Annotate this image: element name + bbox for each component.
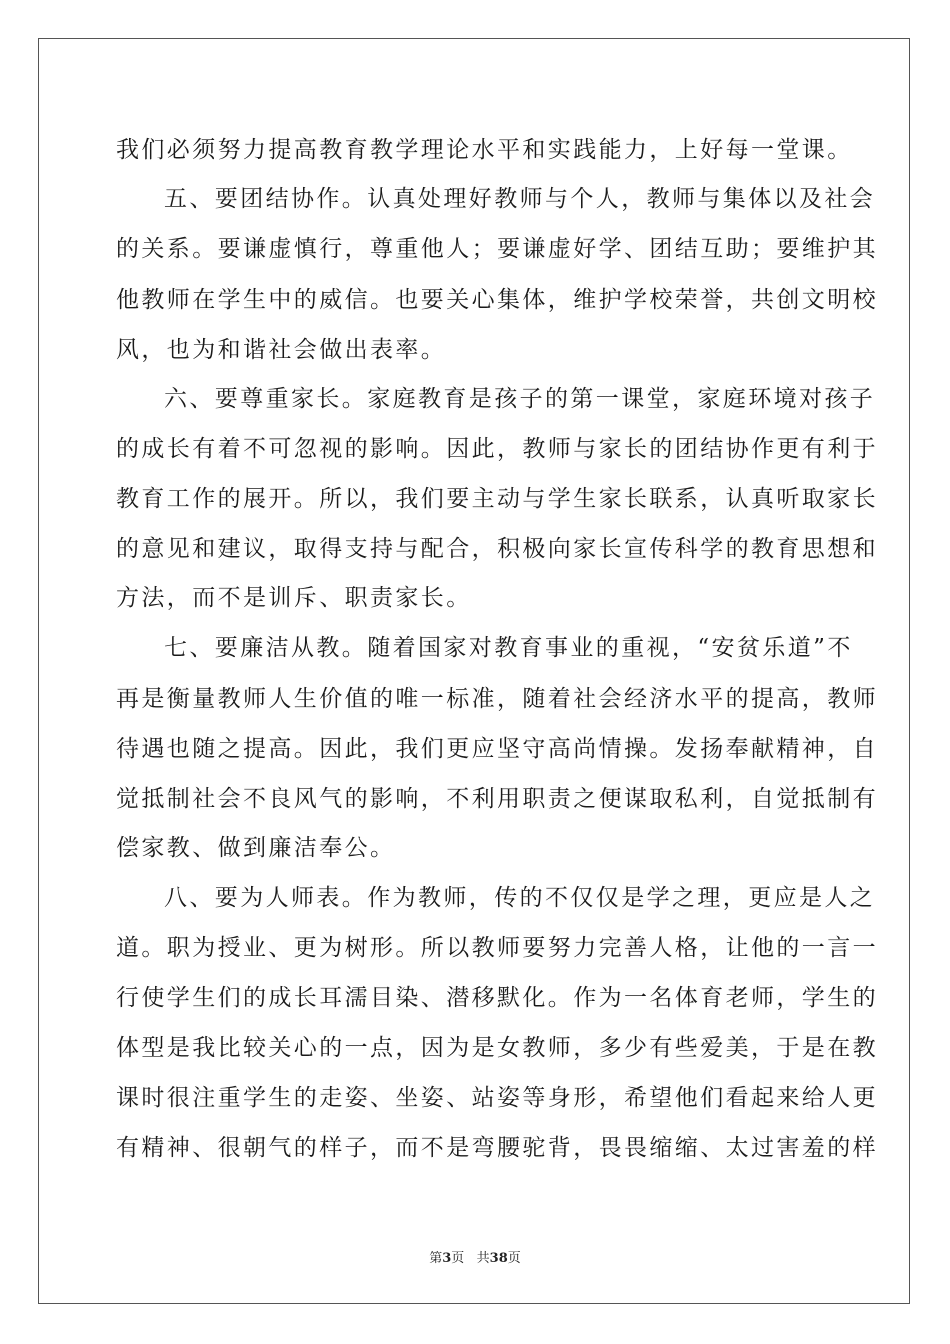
paragraph-six-start: 六、要尊重家长。家庭教育是孩子的第一课堂，家庭环境对孩子: [164, 386, 876, 412]
text-line: 有精神、很朝气的样子，而不是弯腰驼背，畏畏缩缩、太过害羞的样: [116, 1135, 878, 1161]
text-line: 体型是我比较关心的一点，因为是女教师，多少有些爱美，于是在教: [116, 1035, 878, 1061]
text-line: 偿家教、做到廉洁奉公。: [116, 835, 396, 861]
text-line: 课时很注重学生的走姿、坐姿、站姿等身形，希望他们看起来给人更: [116, 1085, 878, 1111]
text-line: 的意见和建议，取得支持与配合，积极向家长宣传科学的教育思想和: [116, 536, 878, 562]
paragraph-five-start: 五、要团结协作。认真处理好教师与个人，教师与集体以及社会: [164, 186, 876, 212]
paragraph-seven-start: 七、要廉洁从教。随着国家对教育事业的重视，“安贫乐道”不: [164, 635, 853, 661]
footer-prefix: 第: [429, 1251, 443, 1266]
page-footer: [0, 1247, 950, 1266]
text-line: 的成长有着不可忽视的影响。因此，教师与家长的团结协作更有利于: [116, 436, 878, 462]
paragraph-eight-start: 八、要为人师表。作为教师，传的不仅仅是学之理，更应是人之: [164, 885, 876, 911]
text-line: 方法，而不是训斥、职责家长。: [116, 585, 472, 611]
text-line: 觉抵制社会不良风气的影响，不利用职责之便谋取私利，自觉抵制有: [116, 786, 878, 812]
footer-suffix: 页: [507, 1251, 521, 1266]
footer-middle: 页 共: [451, 1251, 490, 1266]
text-line: 道。职为授业、更为树形。所以教师要努力完善人格，让他的一言一: [116, 935, 878, 961]
text-line: 再是衡量教师人生价值的唯一标准，随着社会经济水平的提高，教师: [116, 686, 878, 712]
text-line: 我们必须努力提高教育教学理论水平和实践能力，上好每一堂课。: [116, 137, 853, 163]
text-line: 的关系。要谦虚慎行，尊重他人；要谦虚好学、团结互助；要维护其: [116, 236, 878, 262]
text-line: 他教师在学生中的威信。也要关心集体，维护学校荣誉，共创文明校: [116, 287, 878, 313]
text-line: 教育工作的展开。所以，我们要主动与学生家长联系，认真听取家长: [116, 486, 878, 512]
text-line: 待遇也随之提高。因此，我们更应坚守高尚情操。发扬奉献精神，自: [116, 736, 878, 762]
text-line: 行使学生们的成长耳濡目染、潜移默化。作为一名体育老师，学生的: [116, 985, 878, 1011]
total-pages-number: 38: [489, 1251, 508, 1266]
current-page-number: 3: [442, 1251, 452, 1266]
text-line: 风，也为和谐社会做出表率。: [116, 337, 447, 363]
page-border: [38, 38, 910, 1304]
